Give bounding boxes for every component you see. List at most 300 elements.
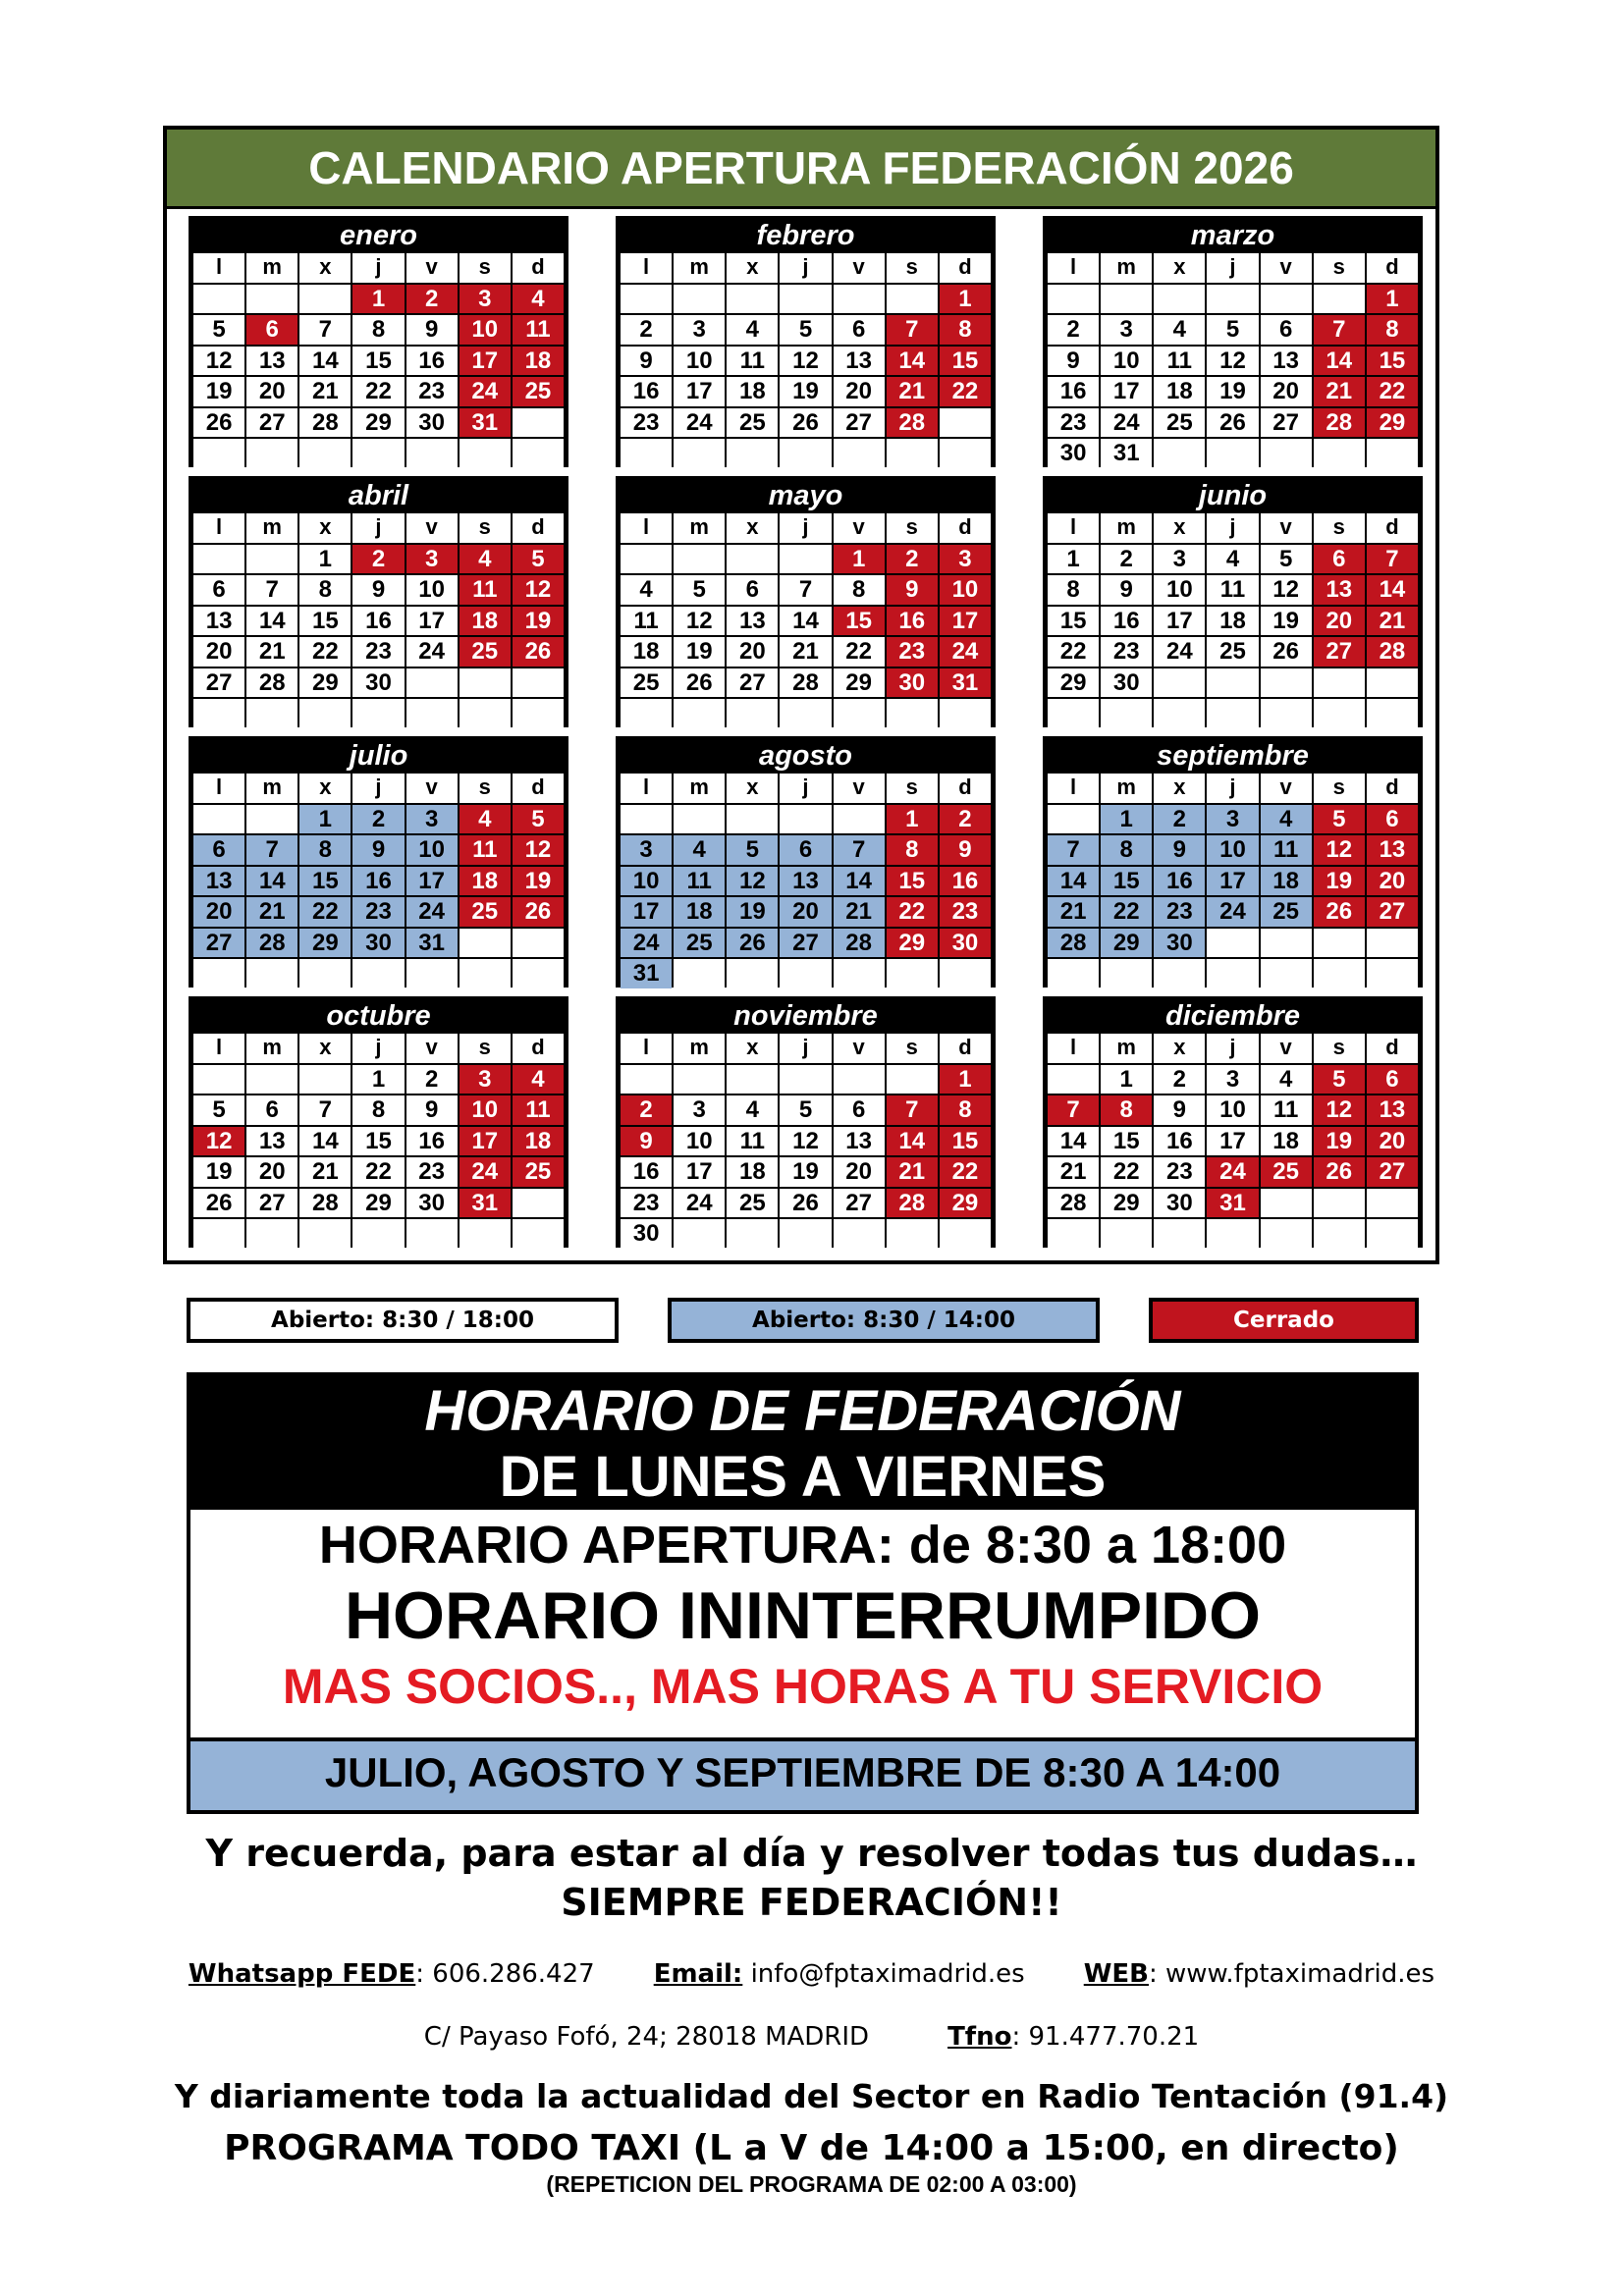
day-cell: 14 — [1367, 575, 1418, 605]
day-cell: 12 — [1314, 1095, 1365, 1125]
day-cell: 16 — [1154, 1127, 1205, 1156]
day-cell: 30 — [1154, 929, 1205, 958]
day-cell: 3 — [1154, 545, 1205, 574]
day-cell: 27 — [246, 408, 298, 438]
calendar-title: CALENDARIO APERTURA FEDERACIÓN 2026 — [167, 130, 1435, 209]
weekday-header: x — [1154, 513, 1205, 543]
day-cell: 12 — [513, 575, 564, 605]
day-cell: 16 — [1101, 607, 1152, 636]
day-cell: 24 — [406, 637, 458, 667]
empty-cell — [299, 439, 351, 468]
day-cell: 8 — [352, 315, 404, 345]
weekday-header: s — [887, 253, 938, 283]
weekday-header: d — [1367, 774, 1418, 803]
day-cell: 20 — [193, 897, 244, 927]
day-cell: 29 — [1101, 929, 1152, 958]
empty-cell — [193, 805, 244, 834]
empty-cell — [193, 545, 244, 574]
empty-cell — [1154, 1219, 1205, 1249]
day-cell: 26 — [513, 637, 564, 667]
empty-cell — [1367, 699, 1418, 728]
empty-cell — [834, 959, 885, 988]
empty-cell — [246, 285, 298, 314]
day-cell: 6 — [246, 315, 298, 345]
empty-cell — [1048, 805, 1099, 834]
day-cell: 4 — [1261, 805, 1312, 834]
day-cell: 11 — [1154, 347, 1205, 376]
email-link[interactable]: info@fptaximadrid.es — [742, 1959, 1025, 1989]
day-cell: 1 — [352, 285, 404, 314]
empty-cell — [887, 1219, 938, 1249]
day-cell: 7 — [299, 315, 351, 345]
day-cell: 24 — [460, 1157, 511, 1187]
weekday-header: l — [621, 1034, 672, 1063]
empty-cell — [406, 668, 458, 698]
weekday-header: m — [674, 253, 725, 283]
weekday-header: l — [193, 774, 244, 803]
day-cell: 2 — [1101, 545, 1152, 574]
day-cell: 26 — [513, 897, 564, 927]
empty-cell — [1261, 439, 1312, 468]
empty-cell — [834, 439, 885, 468]
day-cell: 30 — [406, 408, 458, 438]
day-cell: 10 — [674, 347, 725, 376]
day-cell: 8 — [1101, 835, 1152, 865]
day-cell: 21 — [1367, 607, 1418, 636]
empty-cell — [1261, 668, 1312, 698]
day-cell: 26 — [674, 668, 725, 698]
weekday-header: j — [352, 253, 404, 283]
empty-cell — [1367, 1219, 1418, 1249]
day-cell: 21 — [1314, 377, 1365, 406]
day-cell: 4 — [727, 1095, 778, 1125]
day-cell: 7 — [780, 575, 831, 605]
weekday-header: j — [780, 253, 831, 283]
empty-cell — [460, 959, 511, 988]
empty-cell — [246, 959, 298, 988]
empty-cell — [834, 1219, 885, 1249]
weekday-header: d — [513, 774, 564, 803]
day-cell: 12 — [674, 607, 725, 636]
day-cell: 4 — [1261, 1065, 1312, 1095]
day-cell: 12 — [1261, 575, 1312, 605]
web-link[interactable]: : www.fptaximadrid.es — [1149, 1959, 1435, 1989]
day-cell: 23 — [1101, 637, 1152, 667]
day-cell: 29 — [1048, 668, 1099, 698]
day-cell: 27 — [1314, 637, 1365, 667]
month-grid — [191, 774, 566, 988]
day-cell: 4 — [1154, 315, 1205, 345]
day-cell: 15 — [887, 867, 938, 896]
day-cell: 9 — [1154, 1095, 1205, 1125]
month-grid — [619, 1034, 993, 1249]
day-cell: 18 — [1261, 1127, 1312, 1156]
day-cell: 18 — [1261, 867, 1312, 896]
day-cell: 31 — [1207, 1189, 1258, 1218]
day-cell: 7 — [299, 1095, 351, 1125]
empty-cell — [621, 805, 672, 834]
day-cell: 13 — [246, 347, 298, 376]
empty-cell — [1048, 699, 1099, 728]
empty-cell — [1207, 1219, 1258, 1249]
empty-cell — [513, 1219, 564, 1249]
day-cell: 26 — [1314, 1157, 1365, 1187]
day-cell: 25 — [727, 408, 778, 438]
weekday-header: s — [887, 1034, 938, 1063]
month-grid — [619, 253, 993, 468]
day-cell: 18 — [674, 897, 725, 927]
empty-cell — [1314, 1189, 1365, 1218]
day-cell: 22 — [1101, 1157, 1152, 1187]
day-cell: 6 — [780, 835, 831, 865]
day-cell: 25 — [674, 929, 725, 958]
day-cell: 19 — [780, 1157, 831, 1187]
day-cell: 19 — [780, 377, 831, 406]
tfno-label: Tfno — [947, 2022, 1012, 2052]
day-cell: 26 — [1207, 408, 1258, 438]
day-cell: 14 — [299, 1127, 351, 1156]
day-cell: 3 — [460, 1065, 511, 1095]
day-cell: 9 — [621, 1127, 672, 1156]
empty-cell — [299, 1065, 351, 1095]
empty-cell — [727, 1065, 778, 1095]
empty-cell — [1261, 699, 1312, 728]
day-cell: 15 — [1048, 607, 1099, 636]
day-cell: 5 — [193, 1095, 244, 1125]
empty-cell — [940, 408, 991, 438]
day-cell: 17 — [460, 1127, 511, 1156]
day-cell: 13 — [246, 1127, 298, 1156]
empty-cell — [1314, 1219, 1365, 1249]
weekday-header: s — [1314, 513, 1365, 543]
empty-cell — [674, 545, 725, 574]
day-cell: 21 — [299, 1157, 351, 1187]
empty-cell — [1314, 668, 1365, 698]
day-cell: 8 — [940, 315, 991, 345]
weekday-header: m — [1101, 253, 1152, 283]
day-cell: 3 — [1207, 1065, 1258, 1095]
empty-cell — [193, 699, 244, 728]
day-cell: 24 — [940, 637, 991, 667]
empty-cell — [1207, 285, 1258, 314]
horario-title: HORARIO DE FEDERACIÓN — [424, 1379, 1181, 1443]
day-cell: 28 — [246, 929, 298, 958]
weekday-header: l — [193, 253, 244, 283]
empty-cell — [299, 699, 351, 728]
day-cell: 15 — [940, 1127, 991, 1156]
day-cell: 16 — [621, 1157, 672, 1187]
day-cell: 24 — [674, 1189, 725, 1218]
day-cell: 30 — [406, 1189, 458, 1218]
day-cell: 24 — [674, 408, 725, 438]
day-cell: 3 — [406, 805, 458, 834]
weekday-header: v — [406, 774, 458, 803]
day-cell: 17 — [406, 867, 458, 896]
day-cell: 3 — [674, 1095, 725, 1125]
day-cell: 17 — [674, 377, 725, 406]
day-cell: 14 — [246, 867, 298, 896]
day-cell: 2 — [352, 805, 404, 834]
empty-cell — [1207, 929, 1258, 958]
weekday-header: d — [513, 513, 564, 543]
day-cell: 10 — [621, 867, 672, 896]
weekday-header: v — [1261, 253, 1312, 283]
day-cell: 31 — [406, 929, 458, 958]
day-cell: 2 — [1048, 315, 1099, 345]
day-cell: 6 — [193, 835, 244, 865]
day-cell: 15 — [299, 867, 351, 896]
day-cell: 12 — [193, 347, 244, 376]
empty-cell — [460, 699, 511, 728]
whatsapp-label: Whatsapp FEDE — [188, 1959, 416, 1989]
empty-cell — [406, 1219, 458, 1249]
day-cell: 5 — [1314, 805, 1365, 834]
empty-cell — [940, 1219, 991, 1249]
empty-cell — [246, 439, 298, 468]
day-cell: 18 — [727, 377, 778, 406]
footer-repeticion: (REPETICION DEL PROGRAMA DE 02:00 A 03:00) — [546, 2171, 1077, 2197]
empty-cell — [1207, 699, 1258, 728]
day-cell: 30 — [1048, 439, 1099, 468]
day-cell: 6 — [1261, 315, 1312, 345]
empty-cell — [887, 285, 938, 314]
month-name: agosto — [758, 740, 853, 772]
day-cell: 27 — [246, 1189, 298, 1218]
day-cell: 16 — [1154, 867, 1205, 896]
day-cell: 20 — [834, 1157, 885, 1187]
empty-cell — [780, 959, 831, 988]
day-cell: 13 — [1314, 575, 1365, 605]
day-cell: 9 — [1048, 347, 1099, 376]
weekday-header: m — [246, 774, 298, 803]
day-cell: 18 — [460, 867, 511, 896]
day-cell: 5 — [727, 835, 778, 865]
weekday-header: d — [940, 513, 991, 543]
day-cell: 14 — [1048, 867, 1099, 896]
day-cell: 20 — [1367, 867, 1418, 896]
day-cell: 29 — [1367, 408, 1418, 438]
day-cell: 28 — [1314, 408, 1365, 438]
day-cell: 28 — [246, 668, 298, 698]
empty-cell — [193, 439, 244, 468]
weekday-header: x — [727, 774, 778, 803]
day-cell: 11 — [1261, 835, 1312, 865]
day-cell: 5 — [780, 315, 831, 345]
empty-cell — [727, 699, 778, 728]
weekday-header: v — [1261, 513, 1312, 543]
empty-cell — [1048, 959, 1099, 988]
empty-cell — [940, 959, 991, 988]
day-cell: 22 — [352, 1157, 404, 1187]
empty-cell — [193, 959, 244, 988]
day-cell: 21 — [1048, 897, 1099, 927]
empty-cell — [246, 545, 298, 574]
day-cell: 7 — [887, 315, 938, 345]
month-name: octubre — [326, 1000, 431, 1032]
weekday-header: m — [1101, 774, 1152, 803]
day-cell: 29 — [834, 668, 885, 698]
day-cell: 24 — [1207, 1157, 1258, 1187]
day-cell: 29 — [352, 408, 404, 438]
day-cell: 16 — [887, 607, 938, 636]
empty-cell — [1367, 1189, 1418, 1218]
day-cell: 2 — [352, 545, 404, 574]
month-diciembre — [1043, 996, 1423, 1248]
weekday-header: d — [513, 1034, 564, 1063]
empty-cell — [1154, 668, 1205, 698]
day-cell: 10 — [674, 1127, 725, 1156]
day-cell: 20 — [727, 637, 778, 667]
day-cell: 16 — [352, 607, 404, 636]
day-cell: 6 — [1314, 545, 1365, 574]
day-cell: 31 — [1101, 439, 1152, 468]
weekday-header: l — [621, 253, 672, 283]
day-cell: 3 — [940, 545, 991, 574]
day-cell: 1 — [1048, 545, 1099, 574]
day-cell: 13 — [193, 867, 244, 896]
day-cell: 9 — [1154, 835, 1205, 865]
day-cell: 4 — [513, 1065, 564, 1095]
weekday-header: s — [460, 1034, 511, 1063]
day-cell: 28 — [1048, 929, 1099, 958]
day-cell: 23 — [1048, 408, 1099, 438]
weekday-header: x — [299, 1034, 351, 1063]
month-name: noviembre — [733, 1000, 878, 1032]
day-cell: 25 — [1261, 1157, 1312, 1187]
day-cell: 10 — [940, 575, 991, 605]
day-cell: 1 — [1367, 285, 1418, 314]
day-cell: 13 — [193, 607, 244, 636]
day-cell: 13 — [1367, 1095, 1418, 1125]
weekday-header: l — [1048, 253, 1099, 283]
empty-cell — [1261, 1189, 1312, 1218]
day-cell: 23 — [352, 637, 404, 667]
day-cell: 13 — [780, 867, 831, 896]
day-cell: 21 — [299, 377, 351, 406]
day-cell: 26 — [780, 408, 831, 438]
day-cell: 28 — [299, 1189, 351, 1218]
month-grid — [191, 513, 566, 728]
day-cell: 10 — [460, 1095, 511, 1125]
day-cell: 28 — [780, 668, 831, 698]
empty-cell — [780, 545, 831, 574]
day-cell: 13 — [834, 347, 885, 376]
weekday-header: x — [727, 253, 778, 283]
day-cell: 20 — [834, 377, 885, 406]
day-cell: 3 — [674, 315, 725, 345]
day-cell: 6 — [1367, 805, 1418, 834]
day-cell: 21 — [246, 897, 298, 927]
day-cell: 9 — [887, 575, 938, 605]
day-cell: 17 — [940, 607, 991, 636]
day-cell: 22 — [834, 637, 885, 667]
day-cell: 15 — [352, 1127, 404, 1156]
day-cell: 29 — [1101, 1189, 1152, 1218]
month-grid — [191, 253, 566, 468]
month-octubre — [189, 996, 568, 1248]
day-cell: 3 — [621, 835, 672, 865]
day-cell: 1 — [352, 1065, 404, 1095]
weekday-header: m — [1101, 1034, 1152, 1063]
day-cell: 5 — [1207, 315, 1258, 345]
day-cell: 4 — [621, 575, 672, 605]
day-cell: 25 — [621, 668, 672, 698]
day-cell: 27 — [780, 929, 831, 958]
weekday-header: l — [193, 513, 244, 543]
day-cell: 10 — [406, 835, 458, 865]
day-cell: 1 — [1101, 805, 1152, 834]
day-cell: 23 — [406, 377, 458, 406]
day-cell: 28 — [1367, 637, 1418, 667]
day-cell: 2 — [1154, 1065, 1205, 1095]
day-cell: 28 — [887, 1189, 938, 1218]
empty-cell — [1314, 959, 1365, 988]
day-cell: 30 — [1154, 1189, 1205, 1218]
day-cell: 29 — [352, 1189, 404, 1218]
weekday-header: j — [1207, 774, 1258, 803]
day-cell: 20 — [246, 377, 298, 406]
empty-cell — [1367, 959, 1418, 988]
weekday-header: m — [674, 1034, 725, 1063]
day-cell: 11 — [1261, 1095, 1312, 1125]
day-cell: 5 — [780, 1095, 831, 1125]
footer-address-line — [0, 2022, 1623, 2052]
weekday-header: x — [1154, 774, 1205, 803]
day-cell: 23 — [406, 1157, 458, 1187]
month-grid — [1046, 513, 1420, 728]
day-cell: 8 — [834, 575, 885, 605]
footer-reminder: Y recuerda, para estar al día y resolver todas tus dudas… — [205, 1832, 1418, 1875]
empty-cell — [621, 699, 672, 728]
day-cell: 6 — [834, 1095, 885, 1125]
empty-cell — [513, 1189, 564, 1218]
email-label: Email: — [653, 1959, 743, 1989]
weekday-header: l — [621, 774, 672, 803]
day-cell: 26 — [727, 929, 778, 958]
day-cell: 20 — [1261, 377, 1312, 406]
empty-cell — [406, 959, 458, 988]
month-name: marzo — [1190, 220, 1275, 251]
day-cell: 16 — [406, 1127, 458, 1156]
day-cell: 5 — [513, 545, 564, 574]
weekday-header: d — [940, 253, 991, 283]
empty-cell — [1048, 1219, 1099, 1249]
empty-cell — [460, 439, 511, 468]
day-cell: 25 — [1207, 637, 1258, 667]
day-cell: 14 — [780, 607, 831, 636]
day-cell: 26 — [780, 1189, 831, 1218]
day-cell: 19 — [193, 377, 244, 406]
empty-cell — [1154, 439, 1205, 468]
day-cell: 7 — [1367, 545, 1418, 574]
empty-cell — [1261, 1219, 1312, 1249]
empty-cell — [1367, 929, 1418, 958]
empty-cell — [780, 1065, 831, 1095]
day-cell: 27 — [834, 1189, 885, 1218]
day-cell: 9 — [352, 575, 404, 605]
day-cell: 13 — [834, 1127, 885, 1156]
day-cell: 18 — [460, 607, 511, 636]
weekday-header: x — [299, 774, 351, 803]
day-cell: 26 — [1314, 897, 1365, 927]
weekday-header: m — [246, 253, 298, 283]
weekday-header: v — [406, 1034, 458, 1063]
day-cell: 19 — [1261, 607, 1312, 636]
day-cell: 9 — [352, 835, 404, 865]
day-cell: 19 — [193, 1157, 244, 1187]
day-cell: 14 — [834, 867, 885, 896]
month-grid — [191, 1034, 566, 1249]
